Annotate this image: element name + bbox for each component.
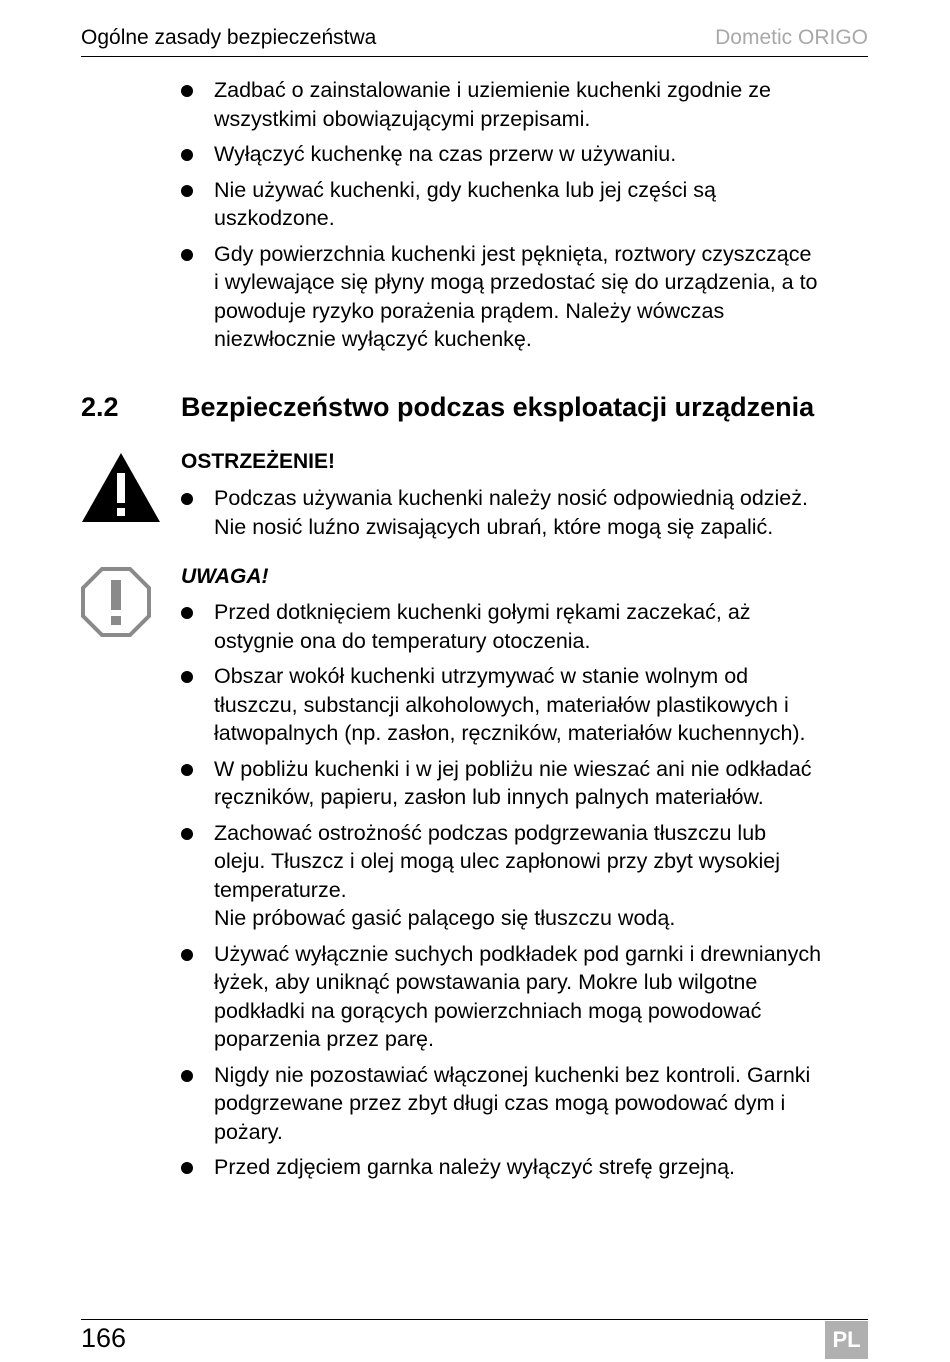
section-title: Bezpieczeństwo podczas eksploatacji urządzenia <box>181 392 815 422</box>
list-item: Wyłączyć kuchenkę na czas przerw w używaniu. <box>181 140 871 169</box>
footer-divider <box>81 1319 868 1320</box>
bullet-icon <box>181 85 193 97</box>
bullet-icon <box>181 249 193 261</box>
bullet-icon <box>181 149 193 161</box>
bullet-icon <box>181 493 193 505</box>
list-item: Podczas używania kuchenki należy nosić odpowiednią odzież. Nie nosić luźno zwisających ubrań, które mogą się zapalić. <box>181 484 871 541</box>
intro-bullet-list <box>181 76 871 361</box>
bullet-icon <box>181 828 193 840</box>
list-item: Gdy powierzchnia kuchenki jest pęknięta, roztwory czyszczące i wylewające się płyny mogą przedostać się do urządzenia, a to powoduje ryzyko porażenia prądem. Należy wówczas niezwłocznie wyłączyć kuchenkę. <box>181 240 871 354</box>
list-item: Zachować ostrożność podczas podgrzewania tłuszczu lub oleju. Tłuszcz i olej mogą ulec zapłonowi przy zbyt wysokiej temperaturze. Nie próbować gasić palącego się tłuszczu wodą. <box>181 819 871 933</box>
running-header-product: Dometic ORIGO <box>715 26 868 49</box>
bullet-icon <box>181 607 193 619</box>
octagon-exclamation-icon <box>80 566 152 638</box>
list-item: Przed zdjęciem garnka należy wyłączyć strefę grzejną. <box>181 1153 871 1182</box>
page-number: 166 <box>81 1323 127 1353</box>
list-item: Nigdy nie pozostawiać włączonej kuchenki bez kontroli. Garnki podgrzewane przez zbyt długi czas mogą powodować dym i pożary. <box>181 1061 871 1147</box>
bullet-icon <box>181 949 193 961</box>
language-badge: PL <box>825 1321 868 1359</box>
bullet-icon <box>181 1162 193 1174</box>
warning-label: OSTRZEŻENIE! <box>181 450 336 473</box>
warning-triangle-icon <box>80 451 162 524</box>
bullet-icon <box>181 671 193 683</box>
bullet-icon <box>181 185 193 197</box>
list-item: Używać wyłącznie suchych podkładek pod garnki i drewnianych łyżek, aby uniknąć powstawania pary. Mokre lub wilgotne podkładki na gorących powierzchniach mogą powodować poparzenia przez parę. <box>181 940 871 1054</box>
caution-bullet-list <box>181 598 871 1189</box>
list-item: W pobliżu kuchenki i w jej pobliżu nie wieszać ani nie odkładać ręczników, papieru, zasłon lub innych palnych materiałów. <box>181 755 871 812</box>
list-item: Przed dotknięciem kuchenki gołymi rękami zaczekać, aż ostygnie ona do temperatury otoczenia. <box>181 598 871 655</box>
list-item: Obszar wokół kuchenki utrzymywać w stanie wolnym od tłuszczu, substancji alkoholowych, materiałów plastikowych i łatwopalnych (np. zasłon, ręczników, materiałów kuchennych). <box>181 662 871 748</box>
section-number: 2.2 <box>81 392 119 422</box>
list-item: Zadbać o zainstalowanie i uziemienie kuchenki zgodnie ze wszystkimi obowiązującymi przepisami. <box>181 76 871 133</box>
list-item: Nie używać kuchenki, gdy kuchenka lub jej części są uszkodzone. <box>181 176 871 233</box>
caution-label: UWAGA! <box>181 565 269 588</box>
warning-bullet-list <box>181 484 871 548</box>
running-header-title: Ogólne zasady bezpieczeństwa <box>81 26 377 49</box>
bullet-icon <box>181 764 193 776</box>
header-divider <box>81 56 868 57</box>
bullet-icon <box>181 1070 193 1082</box>
